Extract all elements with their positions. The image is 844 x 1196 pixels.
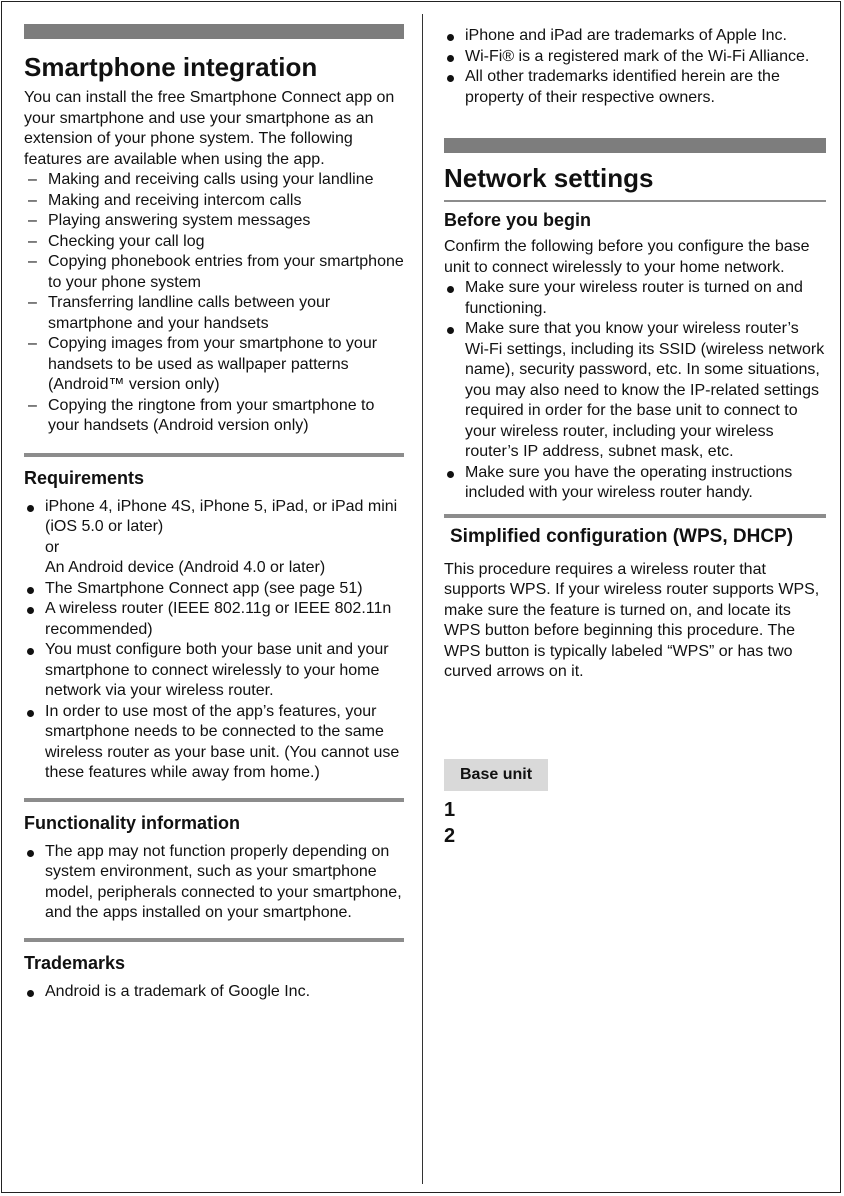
- feature-list: [24, 170, 404, 437]
- list-item: iPhone 4, iPhone 4S, iPhone 5, iPad, or iPad mini (iOS 5.0 or later) or An Android device (Android 4.0 or later): [24, 497, 404, 579]
- section-rule: [24, 453, 404, 457]
- functionality-heading: Functionality information: [24, 812, 240, 833]
- list-item: iPhone and iPad are trademarks of Apple Inc.: [444, 26, 826, 47]
- smartphone-intro: You can install the free Smartphone Connect app on your smartphone and use your smartphone as an extension of your phone system. The following features are available when using the app.: [24, 89, 395, 168]
- network-settings-heading: Network settings: [444, 163, 654, 193]
- base-unit-badge: Base unit: [444, 759, 826, 791]
- functionality-list: [24, 842, 404, 924]
- section-rule: [444, 514, 826, 518]
- list-item: You must configure both your base unit and your smartphone to connect wirelessly to your home network via your wireless router.: [24, 640, 404, 702]
- left-column: [24, 0, 404, 1002]
- trademarks-continued-list: [444, 26, 826, 108]
- list-item: Make sure that you know your wireless router’s Wi-Fi settings, including its SSID (wireless network name), security password, etc. In some situations, you may also need to know the IP-related settings required in order for the base unit to connect to your wireless router, including your wireless router’s IP address, subnet mask, etc.: [444, 319, 826, 463]
- list-item: Wi-Fi® is a registered mark of the Wi-Fi Alliance.: [444, 47, 826, 68]
- before-intro: Confirm the following before you configure the base unit to connect wirelessly to your home network.: [444, 238, 810, 276]
- list-item: The Smartphone Connect app (see page 51): [24, 579, 404, 600]
- list-item: A wireless router (IEEE 802.11g or IEEE 802.11n recommended): [24, 599, 404, 640]
- section-rule: [24, 798, 404, 802]
- list-item: In order to use most of the app’s features, your smartphone needs to be connected to the same wireless router as your base unit. (You cannot use these features while away from home.): [24, 702, 404, 784]
- list-item: – Copying phonebook entries from your smartphone to your phone system: [28, 253, 404, 291]
- section-rule: [444, 200, 826, 202]
- list-item: The app may not function properly depending on system environment, such as your smartphone model, peripherals connected to your smartphone, and the apps installed on your smartphone.: [24, 842, 404, 924]
- smartphone-integration-heading: Smartphone integration: [24, 52, 318, 82]
- trademarks-list: [24, 982, 404, 1003]
- list-item: – Copying images from your smartphone to your handsets to be used as wallpaper patterns (Android™ version only): [28, 335, 378, 393]
- list-item: – Copying the ringtone from your smartphone to your handsets (Android version only): [28, 396, 375, 434]
- column-divider: [422, 14, 423, 1184]
- list-item: – Making and receiving calls using your landline: [28, 171, 374, 188]
- trademarks-heading: Trademarks: [24, 952, 126, 973]
- requirements-list: [24, 497, 404, 784]
- list-item: – Transferring landline calls between your smartphone and your handsets: [28, 294, 331, 332]
- before-list: [444, 278, 826, 504]
- step-number: 2: [444, 824, 456, 847]
- section-bar: [24, 24, 404, 39]
- list-item: – Playing answering system messages: [28, 212, 311, 229]
- simplified-body: This procedure requires a wireless router that supports WPS. If your wireless router supports WPS, make sure the feature is turned on, and locate its WPS button before beginning this procedure. The WPS button is typically labeled “WPS” or has two curved arrows on it.: [444, 560, 820, 680]
- list-item: Make sure you have the operating instructions included with your wireless router handy.: [444, 463, 826, 504]
- list-item: – Making and receiving intercom calls: [28, 191, 302, 209]
- section-rule: [24, 938, 404, 942]
- before-you-begin-heading: Before you begin: [444, 210, 592, 230]
- simplified-configuration-heading: Simplified configuration (WPS, DHCP): [450, 525, 794, 547]
- step-number: 1: [444, 798, 456, 821]
- list-item: – Checking your call log: [28, 232, 205, 250]
- list-item: All other trademarks identified herein are the property of their respective owners.: [444, 67, 826, 108]
- section-bar: [444, 138, 826, 153]
- list-item: Make sure your wireless router is turned on and functioning.: [444, 278, 826, 319]
- requirements-heading: Requirements: [24, 467, 145, 488]
- list-item: Android is a trademark of Google Inc.: [24, 982, 404, 1003]
- right-column: [444, 0, 826, 849]
